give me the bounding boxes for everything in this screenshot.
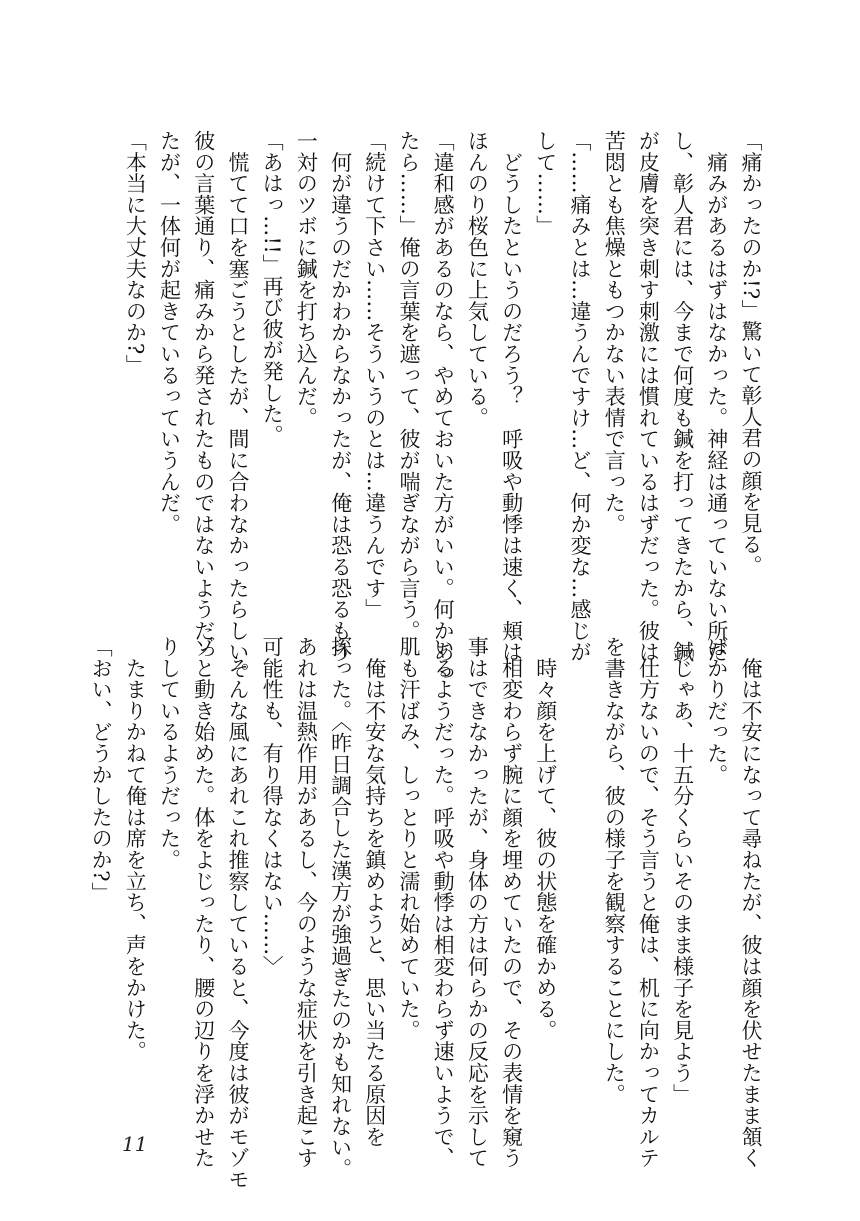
text-line: 何が違うのだかわからなかったが、俺は恐る恐るもう <box>328 130 353 663</box>
text-line: して……」 <box>533 130 558 237</box>
text-line: 相変わらず腕に顔を埋めていたので、その表情を窺う <box>499 636 524 1169</box>
text-line: 痛みがあるはずはなかった。神経は通っていない所だ <box>704 130 729 663</box>
text-line: 慌てて口を塞ごうとしたが、間に合わなかったらしい。 <box>225 130 250 684</box>
text-line: 「痛かったのか!?」驚いて彰人君の顔を見る。 <box>739 130 763 577</box>
text-line: 一対のツボに鍼を打ち込んだ。 <box>294 130 319 429</box>
text-line: どうしたというのだろう？ 呼吸や動悸は速く、頬は <box>499 130 524 663</box>
text-line: たら……」俺の言葉を遮って、彼が喘ぎながら言う。 <box>396 130 421 642</box>
text-line: を書きながら、彼の様子を観察することにした。 <box>602 636 627 1105</box>
text-line: 「おい、どうかしたのか?」 <box>89 636 114 904</box>
text-line: 苦悶とも焦燥ともつかない表情で言った。 <box>602 130 627 535</box>
text-line: ほんのり桜色に上気している。 <box>465 130 490 429</box>
text-line: 事はできなかったが、身体の方は何らかの反応を示して <box>465 636 490 1169</box>
text-line: 「じゃあ、十五分くらいそのまま様子を見よう」 <box>670 636 695 1105</box>
text-line: し、彰人君には、今まで何度も鍼を打ってきたから、鍼 <box>670 130 695 663</box>
text-line: 「違和感があるのなら、やめておいた方がいい。何かあっ <box>431 130 456 684</box>
text-line: 彼の言葉通り、痛みから発されたものではないようだっ <box>191 130 216 663</box>
text-line: 「本当に大丈夫なのか?」 <box>123 130 148 376</box>
text-line: あれは温熱作用があるし、今のような症状を引き起こす <box>294 636 319 1169</box>
text-line: 仕方ないので、そう言うと俺は、机に向かってカルテ <box>636 636 661 1169</box>
text-line: 時々顔を上げて、彼の状態を確かめる。 <box>533 636 558 1041</box>
text-line: 俺は不安な気持ちを鎮めようと、思い当たる原因を <box>362 636 387 1148</box>
text-line: ばかりだった。 <box>704 636 729 786</box>
text-line: 可能性も、有り得なくはない……〉 <box>260 636 285 977</box>
page-number: 11 <box>122 1132 148 1156</box>
text-line: 「……痛みとは…違うんですけ…ど、何か変な…感じが <box>567 130 592 663</box>
text-line: 「あはっ…!!」再び彼が発した。 <box>260 130 285 446</box>
text-line: たが、一体何が起きているっていうんだ。 <box>157 130 182 535</box>
text-line: いるようだった。呼吸や動悸は相変わらず速いようで、 <box>431 636 456 1169</box>
text-line: 探った。〈昨日調合した漢方が強過ぎたのかも知れない。 <box>328 636 353 1180</box>
text-line: が皮膚を突き刺す刺激には慣れているはずだった。彼は <box>636 130 661 663</box>
text-block-top <box>118 130 768 684</box>
text-line: そんな風にあれこれ推察していると、今度は彼がモゾモ <box>225 636 250 1190</box>
text-line <box>563 636 597 1106</box>
text-line: 肌も汗ばみ、しっとりと濡れ始めていた。 <box>396 636 421 1041</box>
text-line: 「続けて下さい……そういうのとは…違うんです」 <box>362 130 387 620</box>
text-line: たまりかねて俺は席を立ち、声をかけた。 <box>123 636 148 1062</box>
text-line: りしているようだった。 <box>157 636 182 871</box>
text-line: ゾと動き始めた。体をよじったり、腰の辺りを浮かせた <box>191 636 216 1169</box>
text-line: 俺は不安になって尋ねたが、彼は顔を伏せたまま頷く <box>739 636 763 1169</box>
